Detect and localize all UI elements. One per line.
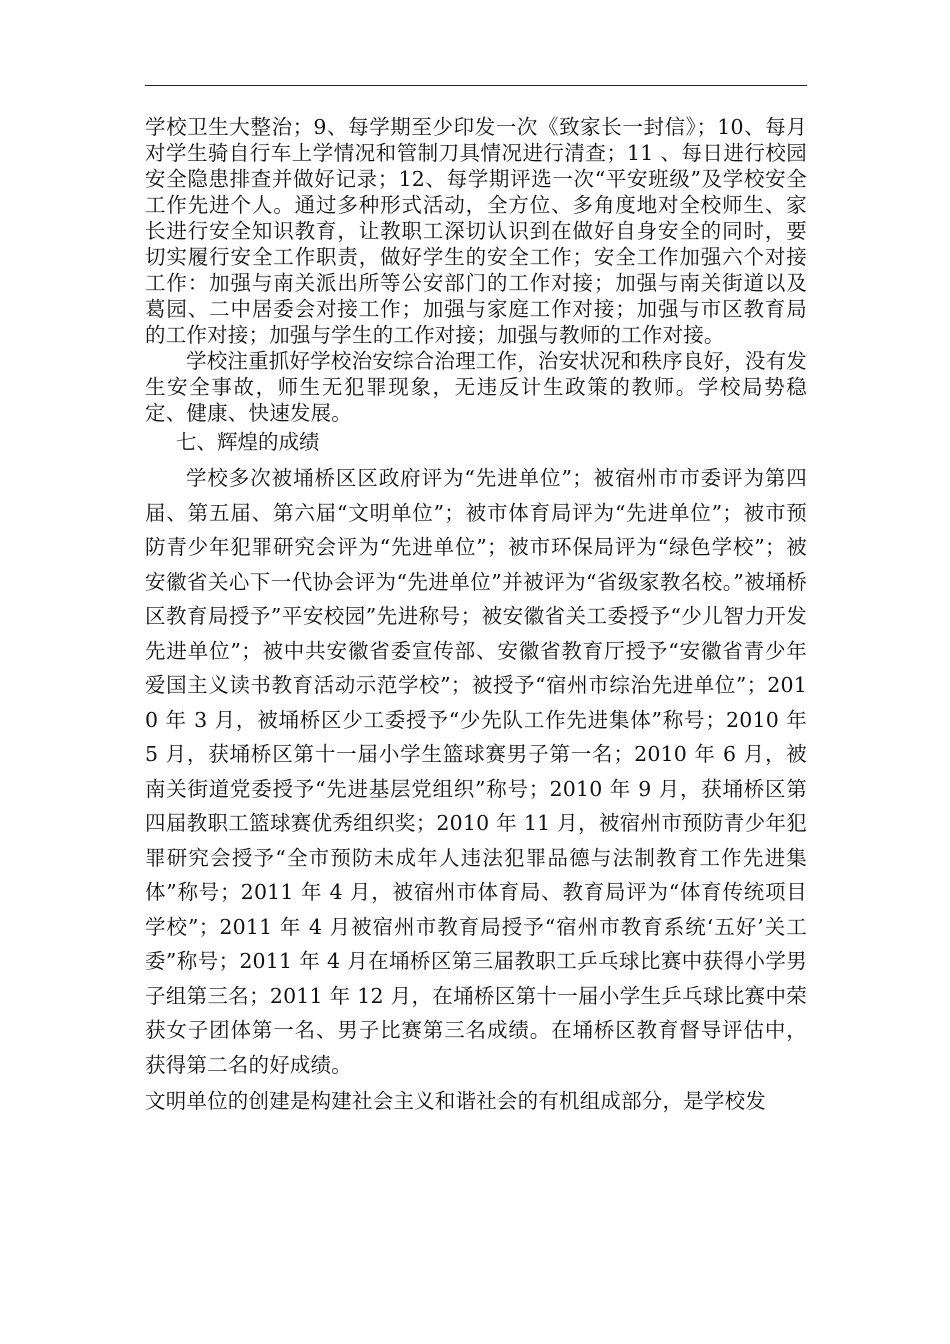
document-body	[145, 114, 807, 1119]
achievements-paragraph: 学校多次被埇桥区区政府评为“先进单位”；被宿州市市委评为第四届、第五届、第六届“文明单位”；被市体育局评为“先进单位”；被市预防青少年犯罪研究会评为“先进单位”；被市环保局评为“绿色学校”；被安徽省关心下一代协会评为“先进单位”并被评为“省级家教名校。”被埇桥区教育局授予”平安校园”先进称号；被安徽省关工委授予“少儿智力开发先进单位”；被中共安徽省委宣传部、安徽省教育厅授予“安徽省青少年爱国主义读书教育活动示范学校”；被授予“宿州市综治先进单位”；2010 年 3 月，被埇桥区少工委授予“少先队工作先进集体”称号；2010 年 5 月，获埇桥区第十一届小学生篮球赛男子第一名；2010 年 6 月，被南关街道党委授予“先进基层党组织”称号；2010 年 9 月，获埇桥区第四届教职工篮球赛优秀组织奖；2010 年 11 月，被宿州市预防青少年犯罪研究会授予“全市预防未成年人违法犯罪品德与法制教育工作先进集体”称号；2011 年 4 月，被宿州市体育局、教育局评为“体育传统项目学校”；2011 年 4 月被宿州市教育局授予“宿州市教育系统‘五好’关工委”称号；2011 年 4 月在埇桥区第三届教职工乒乓球比赛中获得小学男子组第三名；2011 年 12 月，在埇桥区第十一届小学生乒乓球比赛中荣获女子团体第一名、男子比赛第三名成绩。在埇桥区教育督导评估中，获得第二名的好成绩。	[145, 466, 807, 1077]
header-rule	[145, 85, 807, 86]
closing-line: 文明单位的创建是构建社会主义和谐社会的有机组成部分，是学校发	[145, 1089, 766, 1113]
body-paragraph: 学校卫生大整治；9、每学期至少印发一次《致家长一封信》；10、每月对学生骑自行车上学情况和管制刀具情况进行清查；11 、每日进行校园安全隐患排查并做好记录；12、每学期评选一次“平安班级”及学校安全工作先进个人。通过多种形式活动，全方位、多角度地对全校师生、家长进行安全知识教育，让教职工深切认识到在做好自身安全的同时，要切实履行安全工作职责，做好学生的安全工作；安全工作加强六个对接工作：加强与南关派出所等公安部门的工作对接；加强与南关街道以及葛园、二中居委会对接工作；加强与家庭工作对接；加强与市区教育局的工作对接；加强与学生的工作对接；加强与教师的工作对接。	[145, 115, 807, 347]
body-paragraph: 学校注重抓好学校治安综合治理工作，治安状况和秩序良好，没有发生安全事故，师生无犯罪现象，无违反计生政策的教师。学校局势稳定、健康、快速发展。	[145, 349, 807, 425]
section-heading: 七、辉煌的成绩	[176, 430, 320, 454]
